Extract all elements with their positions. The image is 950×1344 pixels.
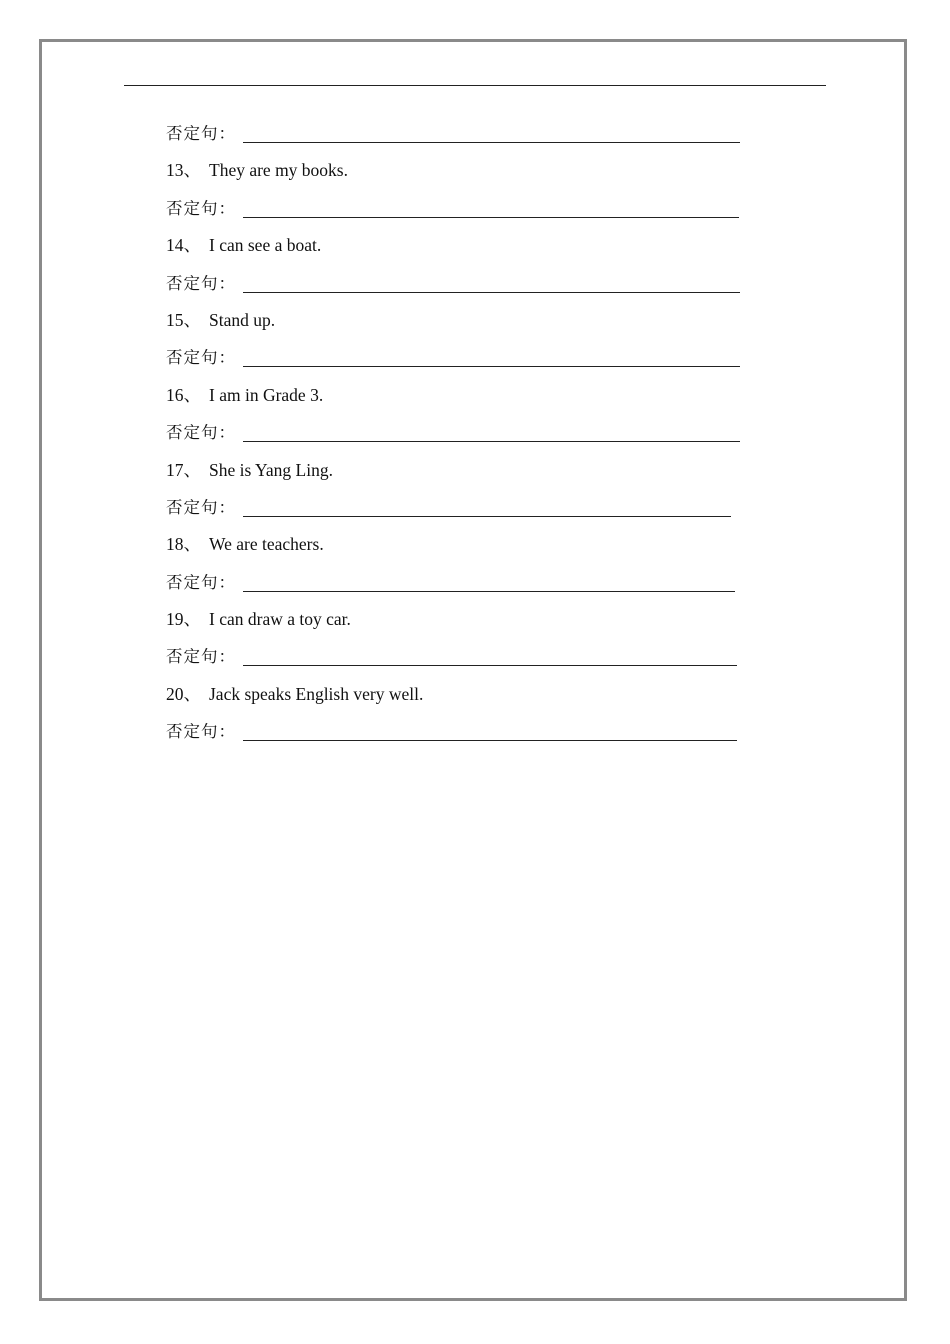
answer-label: 否定句： xyxy=(166,497,236,517)
answer-label: 否定句： xyxy=(166,198,236,218)
answer-blank[interactable] xyxy=(243,292,740,293)
question-number: 20、 xyxy=(166,683,201,704)
answer-blank[interactable] xyxy=(243,740,737,741)
answer-label: 否定句： xyxy=(166,348,236,368)
question-number: 16、 xyxy=(166,384,201,405)
answer-blank[interactable] xyxy=(243,665,737,666)
question-row xyxy=(166,526,786,563)
question-row xyxy=(166,152,786,189)
question-sentence: I can see a boat. xyxy=(209,235,322,256)
question-row xyxy=(166,227,786,264)
answer-row xyxy=(166,489,786,526)
answer-row xyxy=(166,339,786,376)
answer-blank[interactable] xyxy=(243,366,740,367)
answer-row xyxy=(166,190,786,227)
answer-row xyxy=(166,414,786,451)
question-sentence: She is Yang Ling. xyxy=(209,459,333,480)
answer-row xyxy=(166,265,786,302)
answer-blank[interactable] xyxy=(243,217,739,218)
answer-label: 否定句： xyxy=(166,572,236,592)
answer-blank[interactable] xyxy=(243,441,740,442)
answer-row xyxy=(166,638,786,675)
question-row xyxy=(166,377,786,414)
question-sentence: Jack speaks English very well. xyxy=(209,683,424,704)
question-number: 14、 xyxy=(166,235,201,256)
answer-label: 否定句： xyxy=(166,722,236,742)
question-number: 19、 xyxy=(166,609,201,630)
question-sentence: They are my books. xyxy=(209,160,348,181)
question-row xyxy=(166,601,786,638)
worksheet-content xyxy=(166,115,786,751)
question-sentence: I can draw a toy car. xyxy=(209,609,351,630)
answer-blank[interactable] xyxy=(243,516,731,517)
question-sentence: We are teachers. xyxy=(209,534,324,555)
question-number: 17、 xyxy=(166,459,201,480)
question-sentence: I am in Grade 3. xyxy=(209,384,324,405)
answer-row xyxy=(166,115,786,152)
question-row xyxy=(166,452,786,489)
answer-blank[interactable] xyxy=(243,591,735,592)
answer-label: 否定句： xyxy=(166,423,236,443)
answer-row xyxy=(166,713,786,750)
answer-row xyxy=(166,564,786,601)
answer-label: 否定句： xyxy=(166,273,236,293)
header-rule xyxy=(124,85,826,86)
answer-label: 否定句： xyxy=(166,124,236,143)
question-sentence: Stand up. xyxy=(209,309,276,330)
question-number: 15、 xyxy=(166,309,201,330)
answer-label: 否定句： xyxy=(166,647,236,667)
answer-blank[interactable] xyxy=(243,142,740,143)
question-row xyxy=(166,676,786,713)
question-number: 18、 xyxy=(166,534,201,555)
question-number: 13、 xyxy=(166,160,201,181)
question-row xyxy=(166,302,786,339)
